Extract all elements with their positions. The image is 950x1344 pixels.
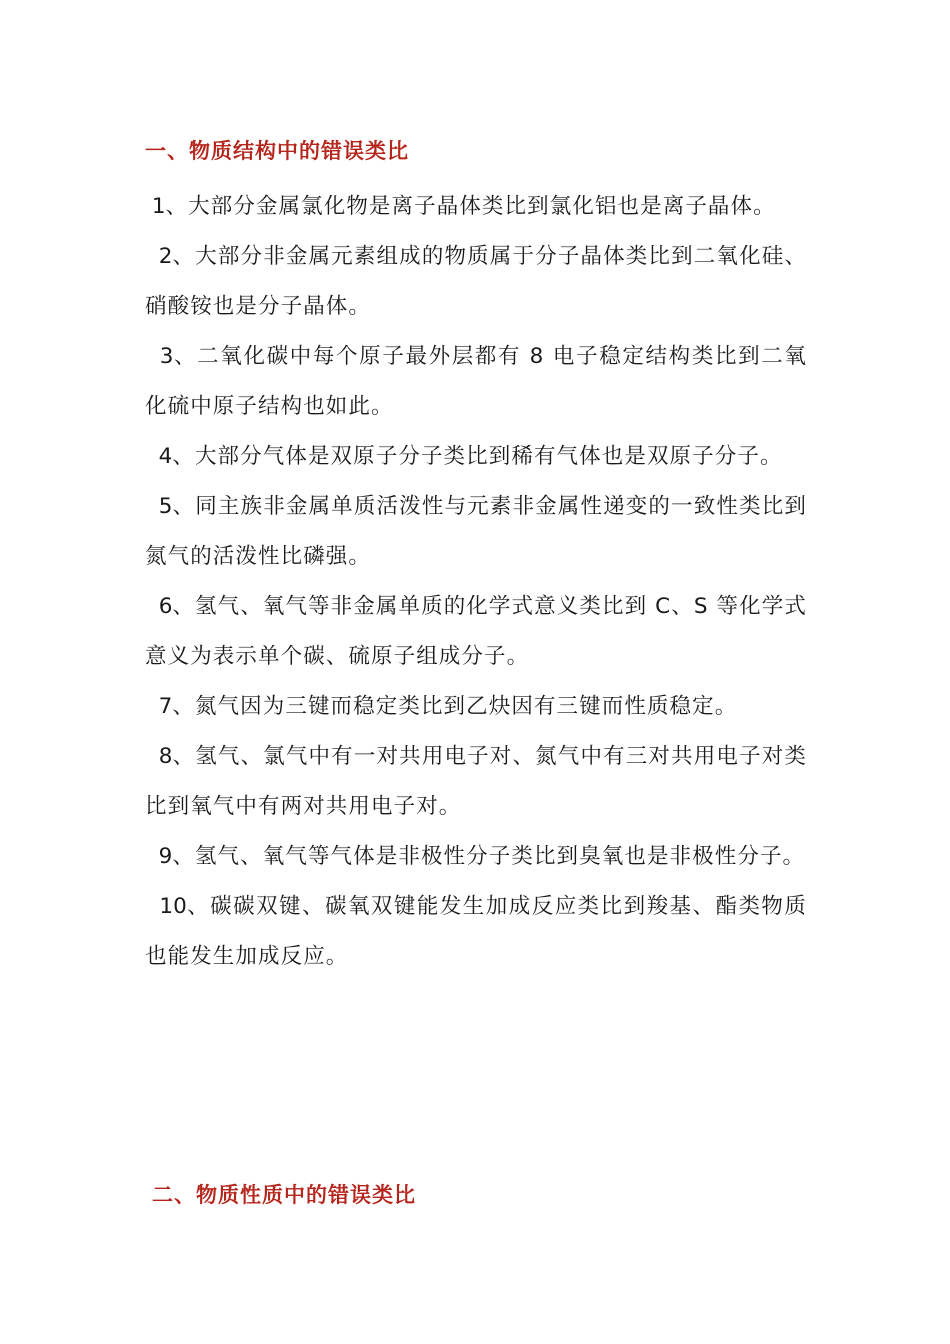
item-text: 、同主族非金属单质活泼性与元素非金属性递变的一致性类比到氮气的活泼性比磷强。	[145, 494, 807, 569]
section-heading-properties: 二、物质性质中的错误类比	[152, 1183, 416, 1207]
item-number: 8	[145, 744, 173, 769]
list-item	[145, 482, 807, 582]
item-text: 、氢气、氯气中有一对共用电子对、氮气中有三对共用电子对类比到氧气中有两对共用电子对。	[145, 744, 807, 819]
item-number: 5	[145, 494, 173, 519]
list-item	[145, 582, 807, 682]
list-item	[145, 232, 807, 332]
item-number: 3	[145, 344, 174, 369]
list-item	[145, 682, 807, 732]
list-item	[145, 182, 807, 232]
item-text: 、氢气、氧气等气体是非极性分子类比到臭氧也是非极性分子。	[172, 844, 806, 869]
item-number: 4	[145, 444, 173, 469]
item-text: 、大部分气体是双原子分子类比到稀有气体也是双原子分子。	[172, 444, 783, 469]
item-number: 6	[145, 594, 173, 619]
item-text: 、氢气、氧气等非金属单质的化学式意义类比到 C、S 等化学式意义为表示单个碳、硫原子组成分子。	[145, 594, 807, 669]
item-number: 7	[145, 694, 173, 719]
item-number: 10	[145, 894, 187, 919]
section-heading-structure: 一、物质结构中的错误类比	[145, 139, 409, 163]
list-item	[145, 332, 807, 432]
item-number: 9	[145, 844, 173, 869]
list-item	[145, 832, 807, 882]
item-text: 、大部分非金属元素组成的物质属于分子晶体类比到二氧化硅、硝酸铵也是分子晶体。	[145, 244, 807, 319]
item-text: 、二氧化碳中每个原子最外层都有 8 电子稳定结构类比到二氧化硫中原子结构也如此。	[145, 344, 808, 419]
item-text: 、氮气因为三键而稳定类比到乙炔因有三键而性质稳定。	[172, 694, 738, 719]
item-text: 、碳碳双键、碳氧双键能发生加成反应类比到羧基、酯类物质也能发生加成反应。	[145, 894, 808, 969]
item-number: 2	[145, 244, 173, 269]
list-item	[145, 882, 807, 982]
list-item	[145, 432, 807, 482]
item-number: 1	[145, 194, 166, 219]
item-text: 、大部分金属氯化物是离子晶体类比到氯化铝也是离子晶体。	[165, 194, 776, 219]
item-list-structure	[145, 182, 807, 982]
list-item	[145, 732, 807, 832]
